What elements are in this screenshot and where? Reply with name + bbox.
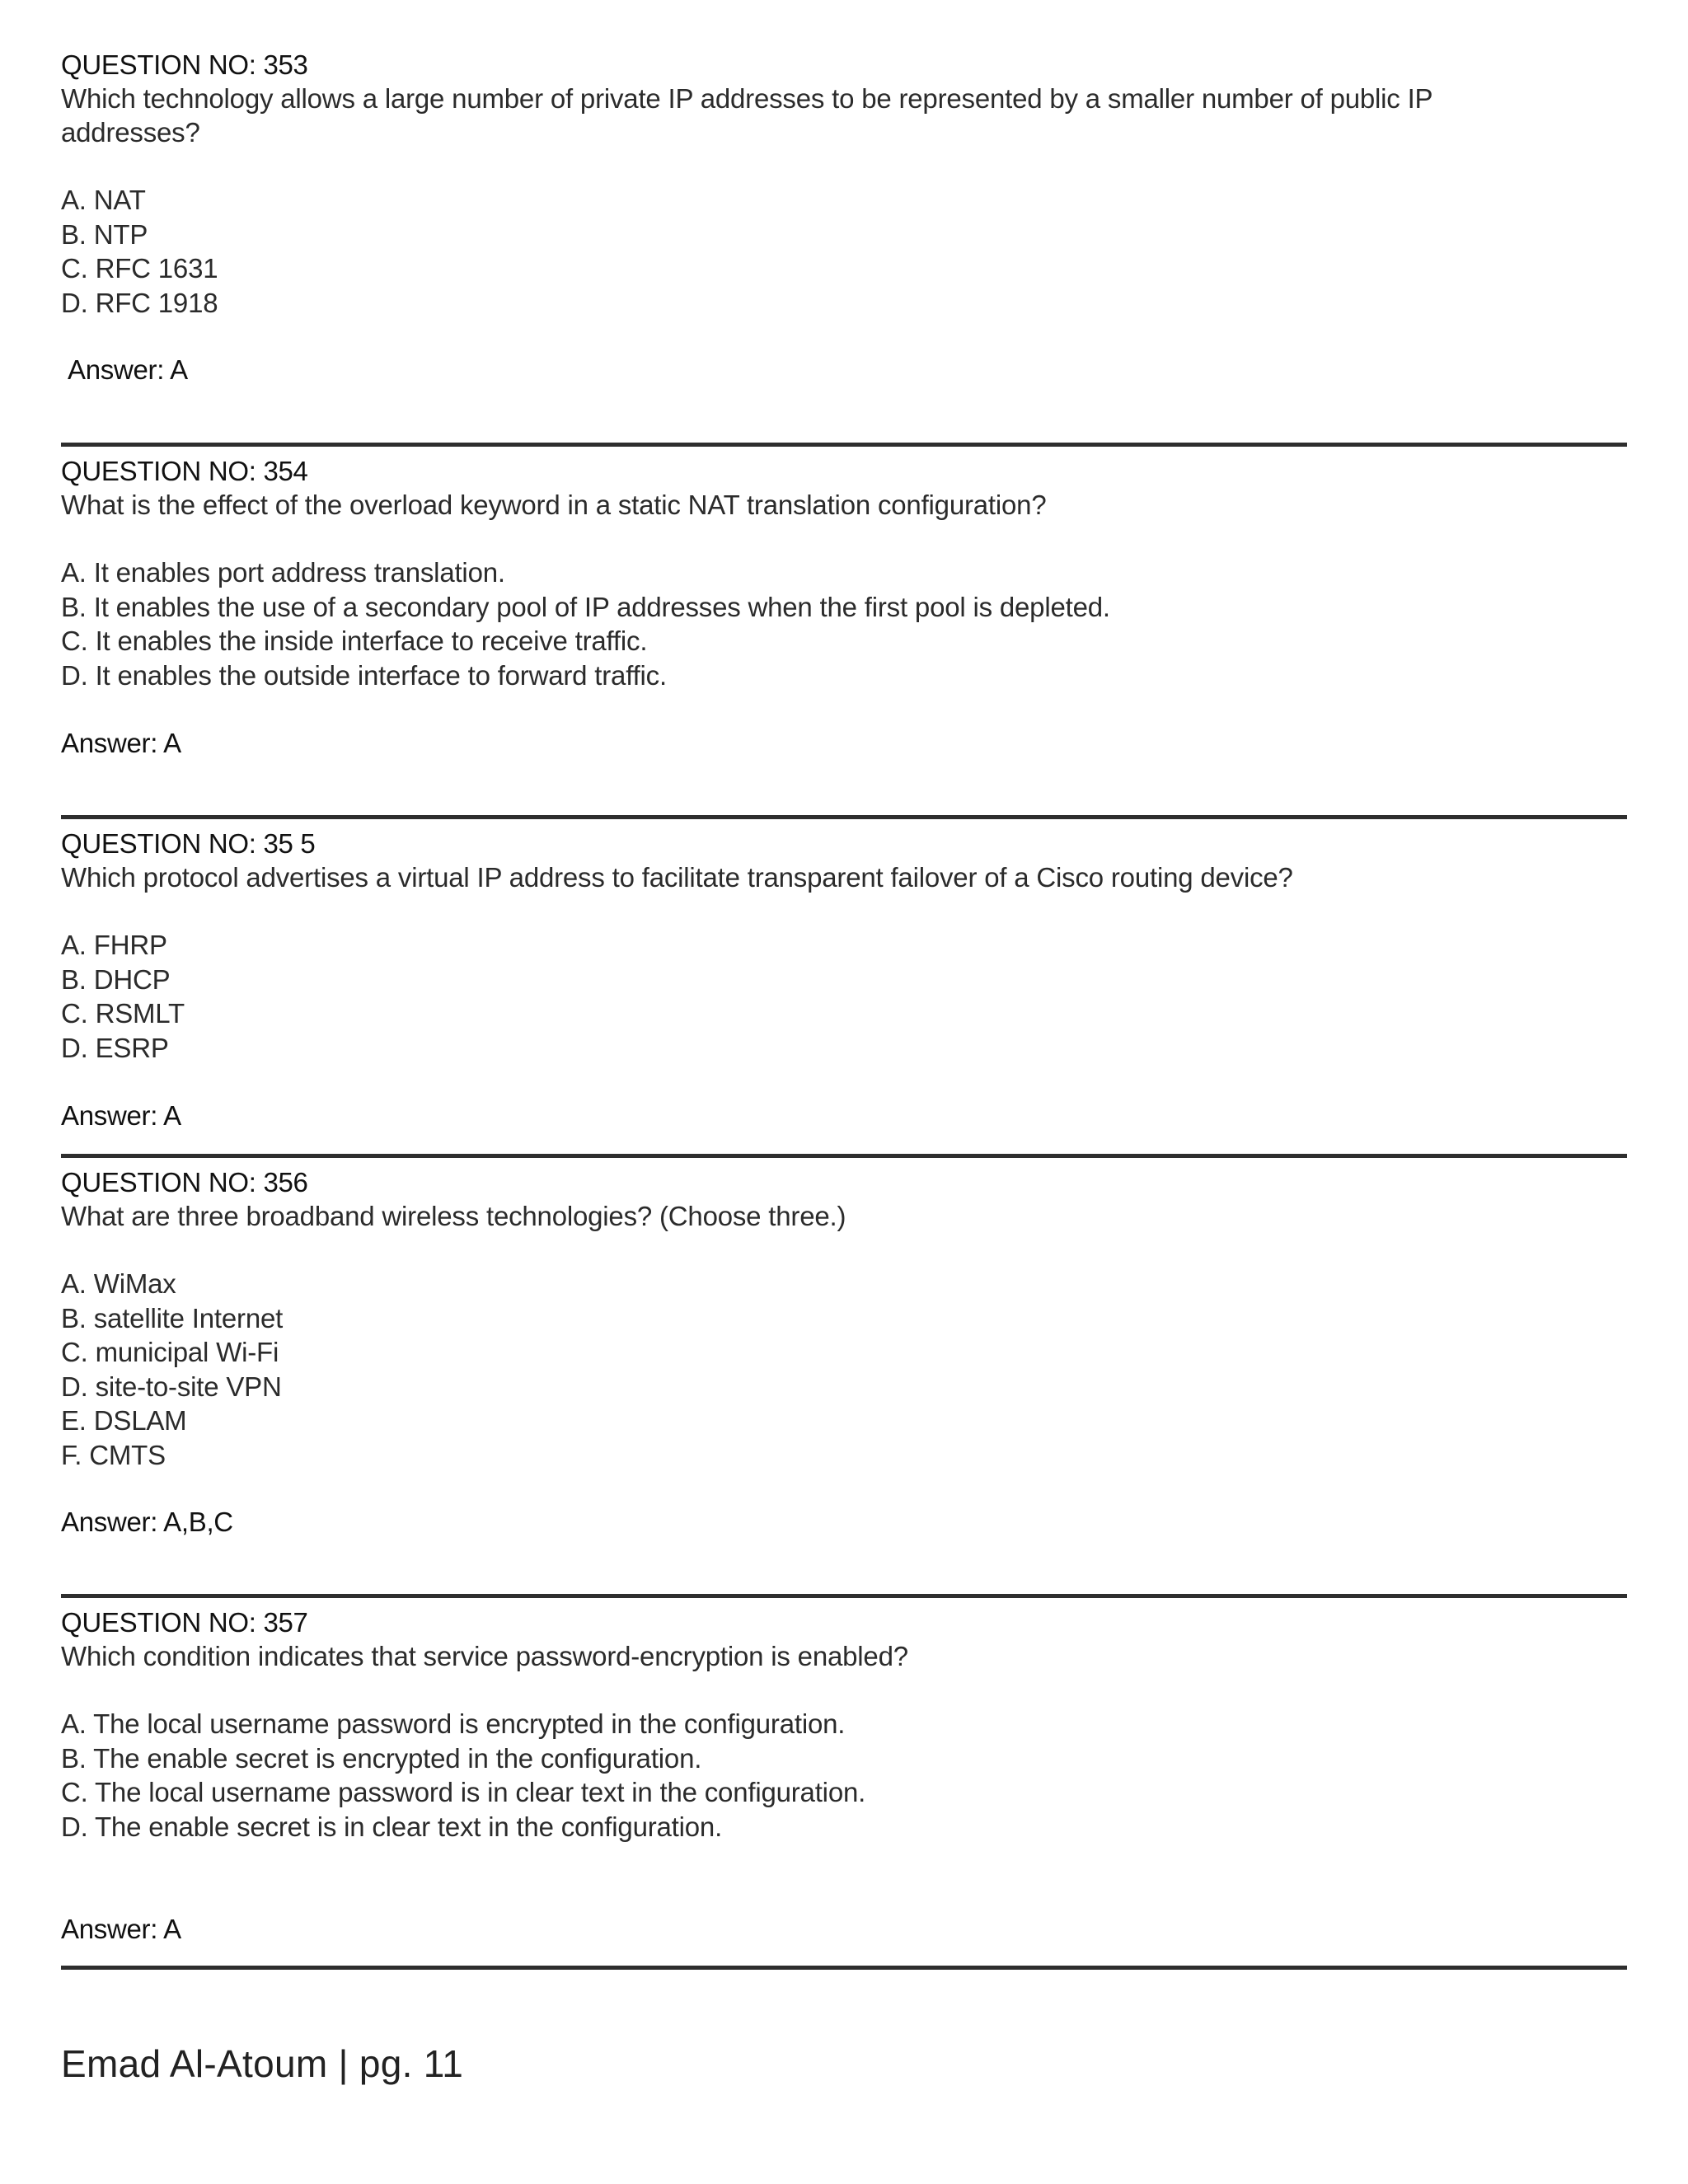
answer-text: Answer: A — [61, 728, 181, 758]
option-b: B. DHCP — [61, 963, 171, 995]
option-d: D. The enable secret is in clear text in the configuration. — [61, 1811, 723, 1842]
option-e: E. DSLAM — [61, 1405, 187, 1436]
option-d: D. ESRP — [61, 1032, 169, 1063]
option-b: B. The enable secret is encrypted in the configuration. — [61, 1742, 702, 1774]
option-d: D. site-to-site VPN — [61, 1371, 282, 1402]
options-list — [61, 1267, 1627, 1472]
divider — [61, 815, 1627, 819]
option-c: C. RSMLT — [61, 998, 185, 1029]
option-b: B. It enables the use of a secondary pool of IP addresses when the first pool is depleted. — [61, 591, 1110, 622]
option-b: B. satellite Internet — [61, 1302, 284, 1333]
option-a: A. It enables port address translation. — [61, 557, 505, 588]
option-c: C. The local username password is in clear text in the configuration. — [61, 1777, 866, 1807]
question-text: Which technology allows a large number of private IP addresses to be represented by a smaller number of public IP addresses? — [61, 83, 1432, 148]
answer-text: Answer: A — [61, 1100, 181, 1131]
answer-text: Answer: A — [68, 354, 188, 385]
question-heading: QUESTION NO: 354 — [61, 456, 308, 486]
divider — [61, 1966, 1627, 1970]
question-text: Which protocol advertises a virtual IP address to facilitate transparent failover of a Cisco routing device? — [61, 862, 1293, 893]
divider — [61, 1594, 1627, 1598]
question-text: Which condition indicates that service password-encryption is enabled? — [61, 1641, 908, 1671]
option-b: B. NTP — [61, 218, 148, 250]
option-a: A. The local username password is encrypted in the configuration. — [61, 1708, 846, 1739]
option-a: A. FHRP — [61, 930, 167, 960]
question-heading: QUESTION NO: 35 5 — [61, 828, 316, 859]
divider — [61, 1154, 1627, 1158]
option-c: C. It enables the inside interface to receive traffic. — [61, 626, 648, 656]
option-c: C. RFC 1631 — [61, 253, 218, 284]
options-list — [61, 555, 1627, 692]
question-text: What are three broadband wireless technologies? (Choose three.) — [61, 1201, 846, 1231]
option-d: D. RFC 1918 — [61, 287, 218, 318]
options-list — [61, 183, 1627, 320]
question-text: What is the effect of the overload keyword in a static NAT translation configuration? — [61, 490, 1047, 520]
question-block-356 — [61, 1165, 1627, 1472]
question-heading: QUESTION NO: 353 — [61, 49, 308, 80]
page-footer: Emad Al-Atoum | pg. 11 — [61, 2042, 464, 2085]
option-f: F. CMTS — [61, 1439, 166, 1470]
question-heading: QUESTION NO: 356 — [61, 1167, 308, 1197]
question-block-354 — [61, 454, 1627, 692]
answer-text: Answer: A,B,C — [61, 1507, 233, 1537]
option-c: C. municipal Wi-Fi — [61, 1337, 279, 1367]
question-heading: QUESTION NO: 357 — [61, 1607, 308, 1638]
answer-text: Answer: A — [61, 1914, 181, 1944]
question-block-355 — [61, 827, 1627, 1065]
question-block-353 — [61, 48, 1627, 320]
options-list — [61, 928, 1627, 1065]
divider — [61, 443, 1627, 447]
option-d: D. It enables the outside interface to forward traffic. — [61, 659, 667, 691]
option-a: A. NAT — [61, 185, 146, 215]
options-list — [61, 1707, 1627, 1844]
question-block-357 — [61, 1605, 1627, 1844]
option-a: A. WiMax — [61, 1268, 176, 1299]
